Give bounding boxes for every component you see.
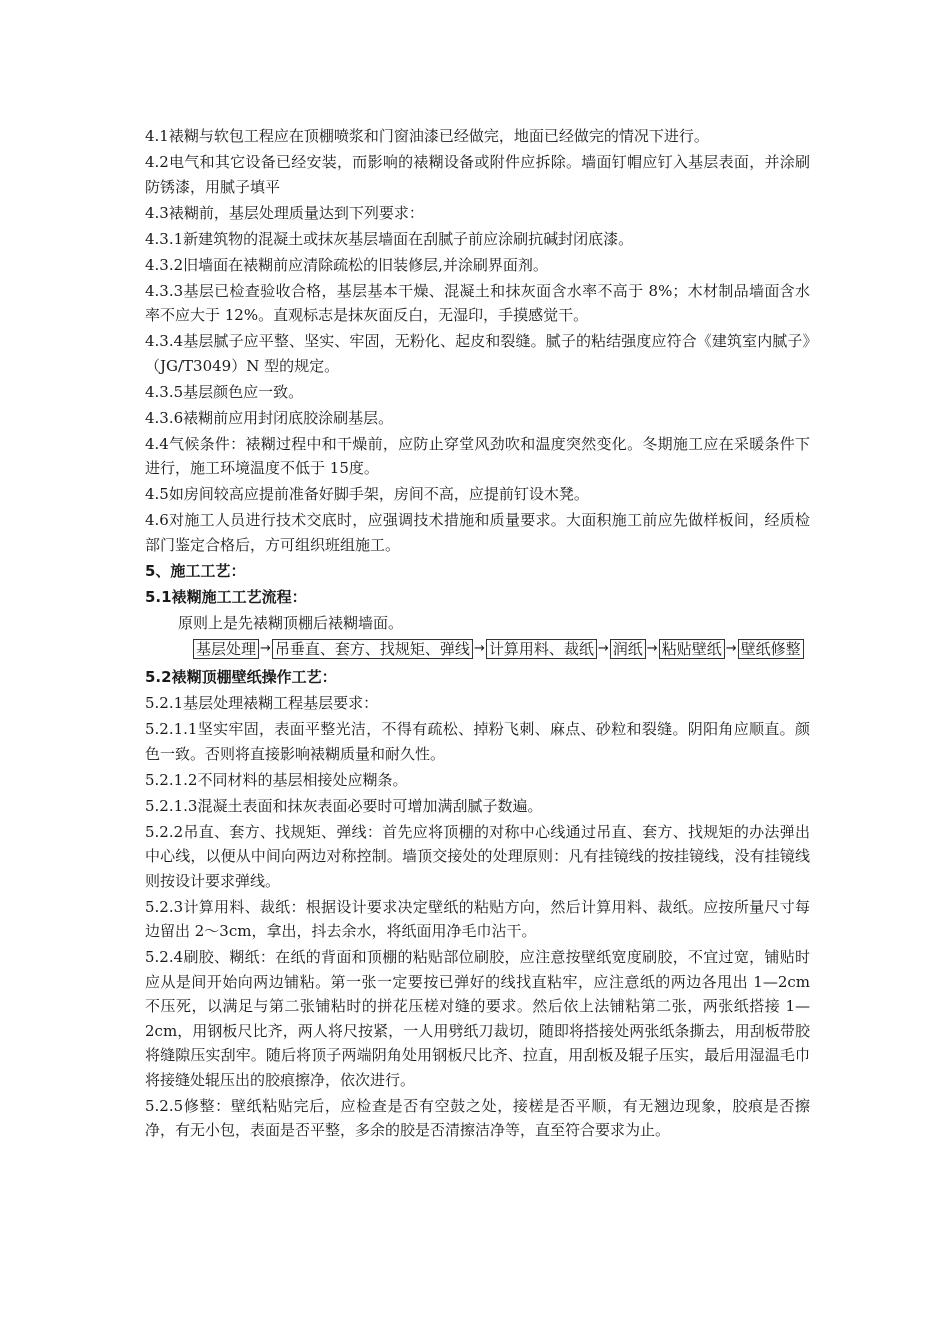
heading-5-1: 5.1裱糊施工工艺流程：	[145, 587, 307, 606]
arrow-right-icon: →	[646, 641, 658, 656]
paragraph-4-3-3: 4.3.3基层已检查验收合格，基层基本干燥、混凝土和抹灰面含水率不高于 8%；木材制品墙面含水率不应大于 12%。直观标志是抹灰面反白，无湿印，手摸感觉干。	[145, 281, 810, 324]
paragraph-4-3-6: 4.3.6裱糊前应用封闭底胶涂刷基层。	[145, 408, 394, 427]
paragraph-5-2-3: 5.2.3计算用料、裁纸：根据设计要求决定壁纸的粘贴方向，然后计算用料、裁纸。应按所量尺寸每边留出 2～3cm，拿出，抖去余水，将纸面用净毛巾沾干。	[145, 897, 810, 940]
flow-step-calculate-cut: 计算用料、裁纸	[486, 639, 597, 659]
paragraph-5-2-1-1: 5.2.1.1坚实牢固，表面平整光洁，不得有疏松、掉粉飞刺、麻点、砂粒和裂缝。阴阳角应顺直。颜色一致。否则将直接影响裱糊质量和耐久性。	[145, 720, 810, 763]
paragraph-4-2: 4.2电气和其它设备已经安装，而影响的裱糊设备或附件应拆除。墙面钉帽应钉入基层表面，并涂刷防锈漆，用腻子填平	[145, 153, 810, 196]
arrow-right-icon: →	[260, 641, 271, 656]
paragraph-4-1: 4.1裱糊与软包工程应在顶棚喷浆和门窗油漆已经做完，地面已经做完的情况下进行。	[145, 127, 709, 145]
paragraph-5-2-1: 5.2.1基层处理裱糊工程基层要求：	[145, 694, 379, 712]
flow-step-plumb-square-line: 吊垂直、套方、找规矩、弹线	[272, 639, 473, 659]
paragraph-4-5: 4.5如房间较高应提前准备好脚手架，房间不高，应提前钉设木凳。	[145, 485, 589, 503]
paragraph-4-3-5: 4.3.5基层颜色应一致。	[145, 382, 304, 401]
document-page	[145, 124, 810, 1144]
flow-step-wet-paper: 润纸	[610, 639, 646, 659]
arrow-right-icon: →	[473, 641, 485, 656]
paragraph-5-2-4: 5.2.4刷胶、糊纸：在纸的背面和顶棚的粘贴部位刷胶，应注意按壁纸宽度刷胶，不宜过宽，铺贴时应从是间开始向两边铺粘。第一张一定要按已弹好的线找直粘牢，应注意纸的两边各甩出 1—2cm 不压死，以满足与第二张铺粘时的拼花压槎对缝的要求。然后依上法铺粘第二张，两张纸搭接 1—2cm，用钢板尺比齐，两人将尺按紧，一人用劈纸刀裁切，随即将搭接处两张纸条撕去，用刮板带胶将缝隙压实刮牢。随后将顶子两端阴角处用钢板尺比齐、拉直，用刮板及辊子压实，最后用湿温毛巾将接缝处辊压出的胶痕擦净，依次进行。	[145, 948, 810, 1089]
process-flow	[145, 639, 810, 659]
paragraph-5-2-2: 5.2.2吊直、套方、找规矩、弹线：首先应将顶棚的对称中心线通过吊直、套方、找规矩的办法弹出中心线，以便从中间向两边对称控制。墙顶交接处的处理原则：凡有挂镜线的按挂镜线，没有挂镜线则按设计要求弹线。	[145, 822, 810, 890]
flow-step-base-treatment: 基层处理	[193, 639, 259, 659]
paragraph-5-2-1-2: 5.2.1.2不同材料的基层相接处应糊条。	[145, 770, 408, 789]
arrow-right-icon: →	[725, 641, 737, 656]
paragraph-4-6: 4.6对施工人员进行技术交底时，应强调技术措施和质量要求。大面积施工前应先做样板间，经质检部门鉴定合格后，方可组织班组施工。	[145, 511, 810, 554]
section-5-2-paragraphs	[145, 691, 810, 1143]
section-4-paragraphs	[145, 124, 810, 557]
paragraph-4-3-4: 4.3.4基层腻子应平整、坚实、牢固，无粉化、起皮和裂缝。腻子的粘结强度应符合《建筑室内腻子》（JG/T3049）N 型的规定。	[145, 332, 810, 375]
flow-step-trim-wallpaper: 壁纸修整	[738, 639, 804, 659]
paragraph-4-4: 4.4气候条件：裱糊过程中和干燥前，应防止穿堂风劲吹和温度突然变化。冬期施工应在采暖条件下进行，施工环境温度不低于 15度。	[145, 434, 810, 477]
principle-text: 原则上是先裱糊顶棚后裱糊墙面。	[178, 613, 404, 632]
flow-step-paste-wallpaper: 粘贴壁纸	[659, 639, 725, 659]
arrow-right-icon: →	[597, 641, 609, 656]
heading-5: 5、施工工艺：	[145, 561, 246, 580]
paragraph-5-2-5: 5.2.5修整：壁纸粘贴完后，应检查是否有空鼓之处，接槎是否平顺，有无翘边现象，胶痕是否擦净，有无小包，表面是否平整，多余的胶是否清擦洁净等，直至符合要求为止。	[145, 1096, 810, 1139]
paragraph-4-3: 4.3裱糊前，基层处理质量达到下列要求：	[145, 203, 424, 222]
heading-5-2: 5.2裱糊顶棚壁纸操作工艺：	[145, 668, 337, 686]
paragraph-4-3-1: 4.3.1新建筑物的混凝土或抹灰基层墙面在刮腻子前应涂刷抗碱封闭底漆。	[145, 229, 634, 248]
paragraph-4-3-2: 4.3.2旧墙面在裱糊前应清除疏松的旧装修层,并涂刷界面剂。	[145, 255, 548, 274]
paragraph-5-2-1-3: 5.2.1.3混凝土表面和抹灰表面必要时可增加满刮腻子数遍。	[145, 796, 543, 815]
